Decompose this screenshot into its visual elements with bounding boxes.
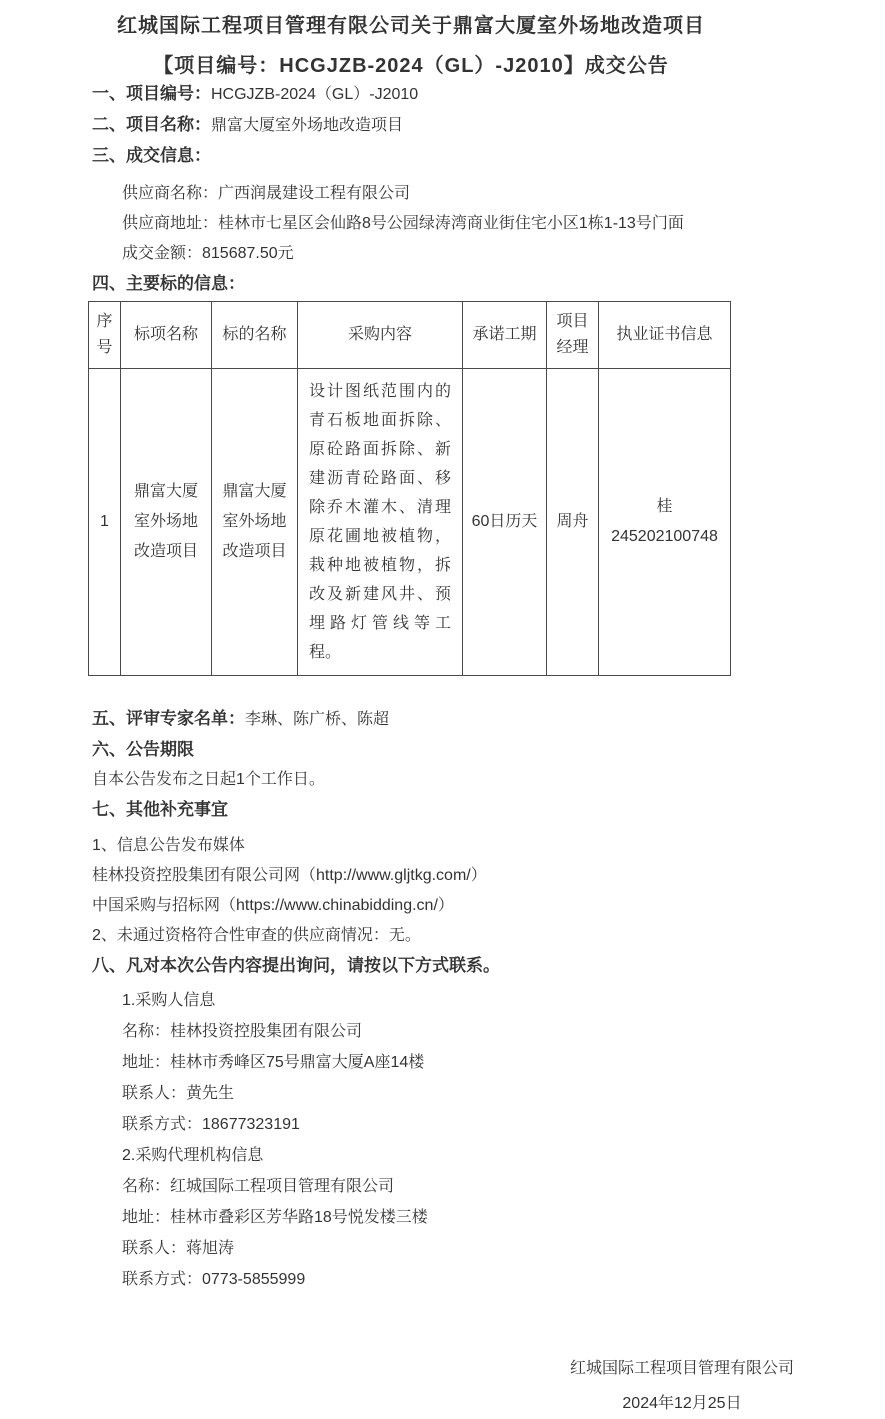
table-row	[89, 369, 731, 676]
supplier-name-line: 供应商名称：广西润晟建设工程有限公司	[122, 185, 411, 202]
supplier-address-line: 供应商地址：桂林市七星区会仙路8号公园绿涛湾商业街住宅小区1栋1-13号门面	[122, 215, 684, 232]
section-award-info	[92, 141, 730, 171]
main-subject-label: 四、主要标的信息：	[92, 274, 245, 293]
section-main-subject	[92, 269, 730, 299]
contact-block	[92, 985, 730, 1295]
signature-date: 2024年12月25日	[622, 1395, 742, 1412]
header-certificate: 执业证书信息	[599, 302, 731, 369]
section-project-number	[92, 79, 730, 110]
section-other	[92, 795, 730, 825]
purchaser-name-line: 名称：桂林投资控股集团有限公司	[122, 1023, 363, 1040]
notice-period-body: 自本公告发布之日起1个工作日。	[92, 771, 325, 788]
section-notice-period	[92, 735, 730, 765]
table-header	[89, 302, 731, 369]
media-site-2-line: 中国采购与招标网（https://www.chinabidding.cn/）	[92, 897, 454, 914]
unqualified-suppliers-line: 2、未通过资格符合性审查的供应商情况：无。	[92, 927, 421, 944]
main-subject-table	[88, 301, 731, 676]
header-item-name: 标项名称	[121, 302, 212, 369]
announcement-page	[0, 13, 794, 1412]
header-subject-name: 标的名称	[212, 302, 298, 369]
project-name-label: 二、项目名称：	[92, 115, 211, 134]
purchaser-contact-person-line: 联系人：黄先生	[122, 1085, 235, 1102]
header-content: 采购内容	[298, 302, 463, 369]
signature-block	[479, 1354, 885, 1419]
cell-seq: 1	[89, 369, 121, 676]
purchaser-phone-line: 联系方式：18677323191	[122, 1116, 300, 1133]
agency-name-line: 名称：红城国际工程项目管理有限公司	[122, 1178, 395, 1195]
cell-duration: 60日历天	[463, 369, 547, 676]
award-info-block	[92, 179, 730, 269]
table-header-row	[89, 302, 731, 369]
agency-info-heading: 2.采购代理机构信息	[122, 1147, 264, 1164]
media-heading-line: 1、信息公告发布媒体	[92, 837, 245, 854]
header-manager: 项目经理	[547, 302, 599, 369]
award-info-label: 三、成交信息：	[92, 146, 211, 165]
page-subtitle: 【项目编号：HCGJZB-2024（GL）-J2010】成交公告	[153, 55, 669, 77]
agency-phone-line: 联系方式：0773-5855999	[122, 1271, 306, 1288]
cell-content: 设计图纸范围内的青石板地面拆除、原砼路面拆除、新建沥青砼路面、移除乔木灌木、清理原花圃地被植物，栽种地被植物，拆改及新建风井、预埋路灯管线等工程。	[298, 369, 463, 676]
purchaser-address-line: 地址：桂林市秀峰区75号鼎富大厦A座14楼	[122, 1054, 425, 1071]
section-project-name	[92, 110, 730, 141]
project-number-value: HCGJZB-2024（GL）-J2010	[211, 86, 419, 103]
purchaser-info-heading: 1.采购人信息	[122, 992, 216, 1009]
cell-manager: 周舟	[547, 369, 599, 676]
cell-item-name: 鼎富大厦室外场地改造项目	[121, 369, 212, 676]
agency-contact-person-line: 联系人：蒋旭涛	[122, 1240, 235, 1257]
table-body	[89, 369, 731, 676]
award-amount-line: 成交金额：815687.50元	[122, 245, 294, 262]
project-number-label: 一、项目编号：	[92, 84, 211, 103]
experts-label: 五、评审专家名单：	[92, 709, 245, 728]
project-name-value: 鼎富大厦室外场地改造项目	[211, 117, 404, 134]
cell-certificate: 桂245202100748	[599, 369, 731, 676]
section-experts	[92, 704, 730, 735]
experts-value: 李琳、陈广桥、陈超	[245, 711, 390, 728]
signature-company: 红城国际工程项目管理有限公司	[569, 1360, 794, 1377]
cell-subject-name: 鼎富大厦室外场地改造项目	[212, 369, 298, 676]
announcement-content	[0, 13, 793, 1419]
header-seq: 序号	[89, 302, 121, 369]
section-contact	[92, 951, 730, 981]
header-duration: 承诺工期	[463, 302, 547, 369]
agency-address-line: 地址：桂林市叠彩区芳华路18号悦发楼三楼	[122, 1209, 428, 1226]
contact-label: 八、凡对本次公告内容提出询问，请按以下方式联系。	[92, 956, 500, 975]
other-label: 七、其他补充事宜	[92, 800, 228, 819]
media-site-1-line: 桂林投资控股集团有限公司网（http://www.gljtkg.com/）	[92, 867, 487, 884]
notice-period-label: 六、公告期限	[92, 740, 194, 759]
page-title: 红城国际工程项目管理有限公司关于鼎富大厦室外场地改造项目	[117, 15, 705, 37]
